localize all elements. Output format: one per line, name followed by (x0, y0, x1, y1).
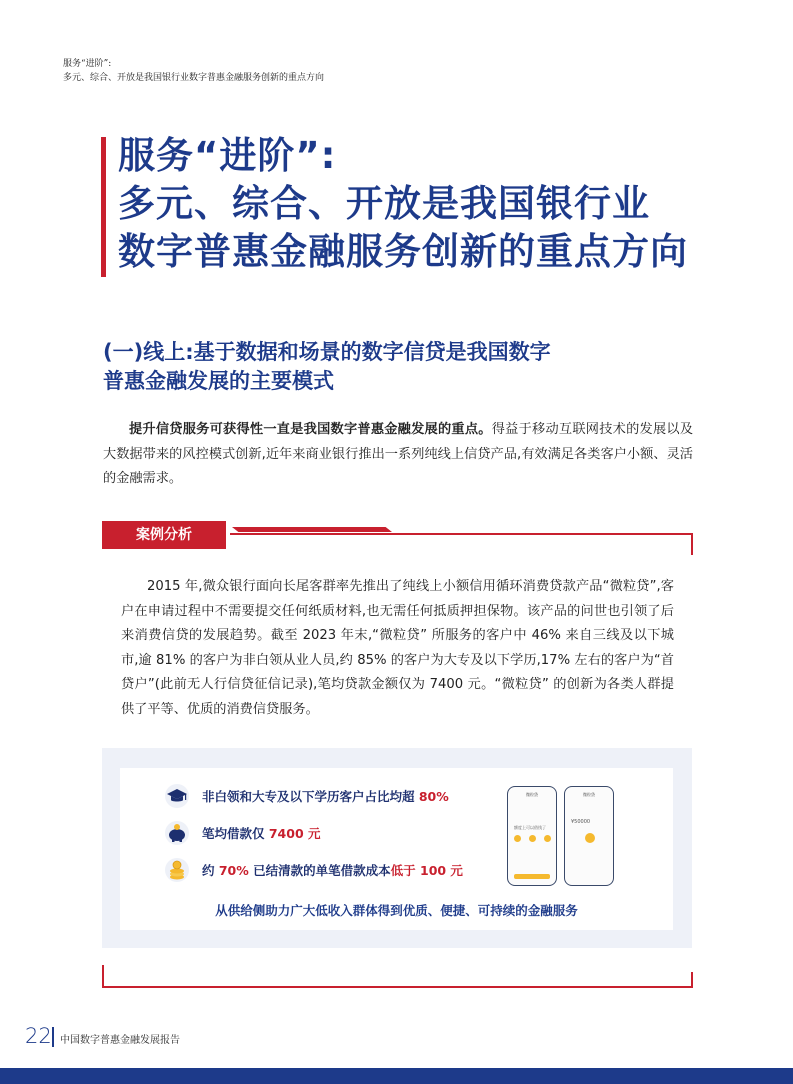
phone-right-title: 微粒贷 (583, 792, 595, 797)
chapter-title-line3: 数字普惠金融服务创新的重点方向 (118, 230, 688, 273)
phone-right-coin (585, 833, 595, 843)
stat-text-loan-amount: 笔均借款仅 7400 元 (202, 826, 321, 841)
intro-bold-lead: 提升信贷服务可获得性一直是我国数字普惠金融发展的重点。 (129, 422, 492, 437)
graduation-cap-icon (164, 783, 190, 809)
chapter-title-line1: 服务“进阶”: (118, 134, 337, 177)
phone-mockup-left (507, 786, 557, 886)
phone-right-amount: ¥50000 (571, 819, 591, 825)
chapter-title-line2: 多元、综合、开放是我国银行业 (118, 182, 650, 225)
case-divider-line (230, 533, 693, 535)
case-bottom-rule (102, 986, 693, 988)
section-heading-line2: 普惠金融发展的主要模式 (103, 369, 334, 393)
phone-left-coin (544, 835, 551, 842)
case-divider-tick (691, 533, 693, 555)
page-number-separator (52, 1027, 54, 1047)
stat-highlight-loan-amount: 7400 元 (268, 826, 321, 841)
title-accent-bar (101, 137, 106, 277)
case-analysis-tag: 案例分析 (102, 521, 226, 549)
footer-band (0, 1068, 793, 1084)
phone-mockup-right (564, 786, 614, 886)
stat-highlight-cost-pct: 70% (218, 863, 249, 878)
running-header-line2: 多元、综合、开放是我国银行业数字普惠金融服务创新的重点方向 (63, 73, 325, 83)
report-title: 中国数字普惠金融发展报告 (60, 1035, 180, 1046)
phone-left-coin (529, 835, 536, 842)
stat-highlight-cost-amount: 低于 100 元 (390, 863, 463, 878)
chapter-title (118, 132, 688, 276)
phone-left-button (514, 874, 550, 879)
case-bottom-tick-right (691, 972, 693, 987)
stat-highlight-education: 80% (418, 789, 449, 804)
case-decor-stripe (232, 527, 392, 532)
intro-body: 得益于移动互联网技术的发展以及大数据带来的风控模式创新,近年来商业银行推出一系列纯线上信贷产品,有效满足各类客户小额、灵活的金融需求。 (103, 422, 694, 486)
phone-left-text: 额度上可以借钱了 (514, 825, 546, 830)
case-bottom-tick-left (102, 965, 104, 987)
running-header-line1: 服务“进阶”: (63, 59, 112, 69)
section-heading (103, 338, 551, 396)
page-number: 22 (25, 1024, 52, 1048)
stat-row-cost (164, 857, 463, 883)
infographic-caption: 从供给侧助力广大低收入群体得到优质、便捷、可持续的金融服务 (215, 903, 578, 918)
phone-left-title: 微粒贷 (526, 792, 538, 797)
stat-text-education: 非白领和大专及以下学历客户占比均超 80% (202, 789, 449, 804)
case-paragraph: 2015 年,微众银行面向长尾客群率先推出了纯线上小额信用循环消费贷款产品“微粒贷”,客户在申请过程中不需要提交任何纸质材料,也无需任何抵质押担保物。该产品的问世也引领了后来消费信贷的发展趋势。截至 2023 年末,“微粒贷” 所服务的客户中 46% 来自三线及以下城市,逾 81% 的客户为非白领从业人员,约 85% 的客户为大专及以下学历,17% 左右的客户为“首贷户”(此前无人行信贷征信记录),笔均贷款金额仅为 7400 元。“微粒贷” 的创新为各类人群提供了平等、优质的消费信贷服务。 (121, 579, 674, 717)
stat-row-loan-amount (164, 820, 321, 846)
piggy-bank-icon (164, 820, 190, 846)
stat-row-education (164, 783, 449, 809)
phone-left-coin (514, 835, 521, 842)
intro-paragraph (103, 418, 693, 492)
running-header (63, 57, 324, 85)
stat-text-cost: 约 70% 已结清款的单笔借款成本低于 100 元 (202, 863, 463, 878)
coin-stack-icon (164, 857, 190, 883)
section-heading-line1: (一)线上:基于数据和场景的数字信贷是我国数字 (103, 340, 551, 364)
